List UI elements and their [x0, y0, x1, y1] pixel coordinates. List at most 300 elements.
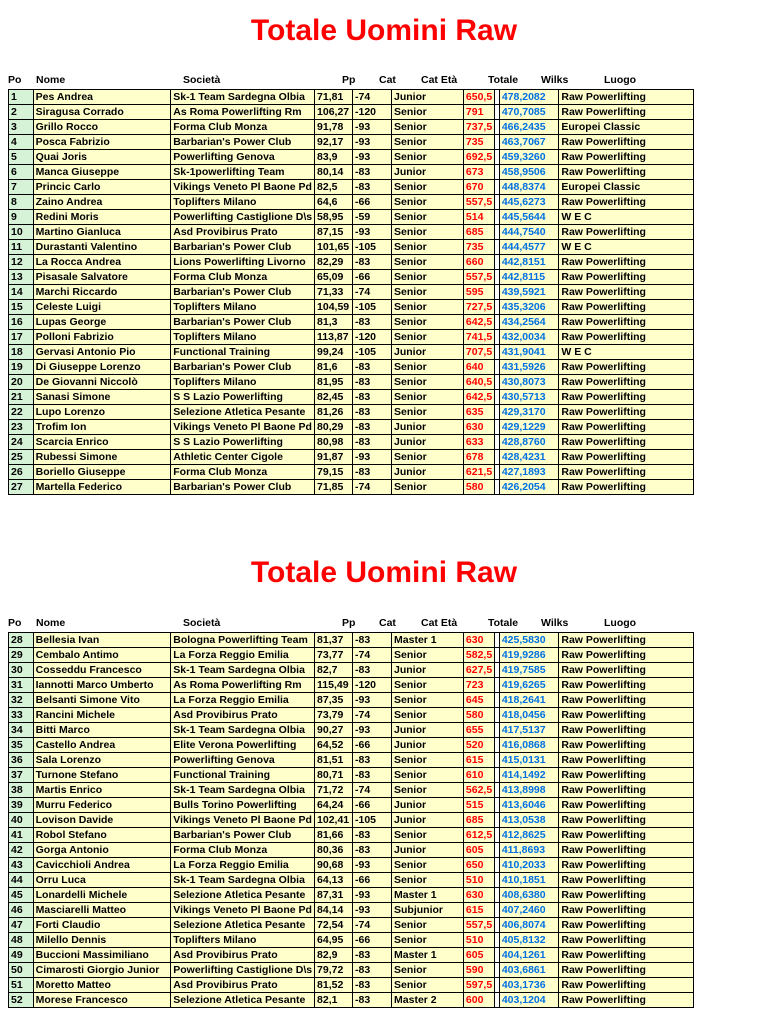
table-row — [9, 663, 694, 678]
cell-team: Bologna Powerlifting Team — [171, 633, 315, 648]
cell-wilks: 431,5926 — [499, 360, 559, 375]
cell-wilks: 459,3260 — [499, 150, 559, 165]
cell-competition: W E C — [559, 345, 694, 360]
table-row — [9, 210, 694, 225]
cell-competition: Raw Powerlifting — [559, 405, 694, 420]
cell-name: Murru Federico — [33, 798, 171, 813]
cell-age-class: Senior — [392, 315, 464, 330]
cell-bodyweight: 72,54 — [315, 918, 353, 933]
table-row — [9, 993, 694, 1008]
cell-competition: Raw Powerlifting — [559, 135, 694, 150]
cell-weight-class: -83 — [353, 948, 392, 963]
cell-name: Di Giuseppe Lorenzo — [33, 360, 171, 375]
cell-total: 605 — [463, 843, 494, 858]
cell-total: 595 — [463, 285, 494, 300]
cell-name: Manca Giuseppe — [33, 165, 171, 180]
cell-team: Vikings Veneto Pl Baone Pd — [171, 903, 315, 918]
cell-total: 670 — [463, 180, 494, 195]
cell-competition: Raw Powerlifting — [559, 450, 694, 465]
cell-position: 30 — [9, 663, 34, 678]
cell-age-class: Junior — [392, 843, 464, 858]
table-row — [9, 420, 694, 435]
cell-competition: Raw Powerlifting — [559, 390, 694, 405]
cell-total: 660 — [463, 255, 494, 270]
table-row — [9, 270, 694, 285]
cell-total: 582,5 — [463, 648, 494, 663]
cell-wilks: 445,5644 — [499, 210, 559, 225]
cell-weight-class: -66 — [353, 933, 392, 948]
cell-wilks: 425,5830 — [499, 633, 559, 648]
cell-age-class: Senior — [392, 783, 464, 798]
table-row — [9, 390, 694, 405]
cell-bodyweight: 64,24 — [315, 798, 353, 813]
cell-bodyweight: 106,27 — [315, 105, 353, 120]
cell-name: Siragusa Corrado — [33, 105, 171, 120]
table-row — [9, 150, 694, 165]
header-po: Po — [8, 74, 22, 86]
cell-age-class: Senior — [392, 933, 464, 948]
cell-age-class: Senior — [392, 255, 464, 270]
cell-age-class: Senior — [392, 963, 464, 978]
cell-team: Asd Provibirus Prato — [171, 708, 315, 723]
cell-bodyweight: 102,41 — [315, 813, 353, 828]
cell-position: 1 — [9, 90, 34, 105]
table-row — [9, 360, 694, 375]
cell-bodyweight: 64,13 — [315, 873, 353, 888]
cell-position: 13 — [9, 270, 34, 285]
cell-name: Grillo Rocco — [33, 120, 171, 135]
cell-competition: Raw Powerlifting — [559, 693, 694, 708]
cell-wilks: 419,7585 — [499, 663, 559, 678]
cell-team: S S Lazio Powerlifting — [171, 390, 315, 405]
cell-wilks: 442,8151 — [499, 255, 559, 270]
cell-age-class: Master 1 — [392, 888, 464, 903]
cell-position: 21 — [9, 390, 34, 405]
cell-competition: Raw Powerlifting — [559, 753, 694, 768]
cell-competition: W E C — [559, 240, 694, 255]
cell-age-class: Junior — [392, 738, 464, 753]
cell-weight-class: -74 — [353, 285, 392, 300]
cell-bodyweight: 82,9 — [315, 948, 353, 963]
cell-competition: Raw Powerlifting — [559, 798, 694, 813]
cell-name: Zaino Andrea — [33, 195, 171, 210]
cell-wilks: 404,1261 — [499, 948, 559, 963]
cell-wilks: 403,1204 — [499, 993, 559, 1008]
cell-position: 40 — [9, 813, 34, 828]
cell-name: Rancini Michele — [33, 708, 171, 723]
cell-total: 741,5 — [463, 330, 494, 345]
cell-name: Cosseddu Francesco — [33, 663, 171, 678]
cell-weight-class: -105 — [353, 345, 392, 360]
cell-name: La Rocca Andrea — [33, 255, 171, 270]
cell-position: 22 — [9, 405, 34, 420]
cell-competition: Raw Powerlifting — [559, 105, 694, 120]
cell-wilks: 410,2033 — [499, 858, 559, 873]
table-row — [9, 678, 694, 693]
cell-position: 16 — [9, 315, 34, 330]
table-row — [9, 330, 694, 345]
cell-name: Martis Enrico — [33, 783, 171, 798]
cell-name: Sala Lorenzo — [33, 753, 171, 768]
cell-bodyweight: 91,78 — [315, 120, 353, 135]
cell-competition: Raw Powerlifting — [559, 255, 694, 270]
cell-age-class: Senior — [392, 405, 464, 420]
cell-team: Asd Provibirus Prato — [171, 948, 315, 963]
cell-age-class: Junior — [392, 663, 464, 678]
cell-team: Forma Club Monza — [171, 843, 315, 858]
cell-weight-class: -83 — [353, 828, 392, 843]
cell-competition: Raw Powerlifting — [559, 828, 694, 843]
page-title: Totale Uomini Raw — [250, 14, 518, 47]
cell-wilks: 444,7540 — [499, 225, 559, 240]
cell-total: 630 — [463, 633, 494, 648]
cell-competition: Raw Powerlifting — [559, 903, 694, 918]
cell-name: Boriello Giuseppe — [33, 465, 171, 480]
table-row — [9, 480, 694, 495]
cell-total: 580 — [463, 480, 494, 495]
cell-age-class: Senior — [392, 285, 464, 300]
cell-competition: Raw Powerlifting — [559, 420, 694, 435]
cell-team: Selezione Atletica Pesante — [171, 918, 315, 933]
cell-wilks: 406,8074 — [499, 918, 559, 933]
table-row — [9, 300, 694, 315]
cell-total: 678 — [463, 450, 494, 465]
cell-weight-class: -105 — [353, 813, 392, 828]
cell-team: Powerlifting Castiglione D\s — [171, 210, 315, 225]
cell-position: 37 — [9, 768, 34, 783]
cell-age-class: Junior — [392, 345, 464, 360]
header-nome: Nome — [36, 617, 66, 629]
cell-weight-class: -93 — [353, 150, 392, 165]
cell-position: 48 — [9, 933, 34, 948]
cell-team: Sk-1 Team Sardegna Olbia — [171, 723, 315, 738]
cell-age-class: Senior — [392, 753, 464, 768]
cell-weight-class: -120 — [353, 105, 392, 120]
cell-competition: Raw Powerlifting — [559, 933, 694, 948]
cell-position: 50 — [9, 963, 34, 978]
cell-age-class: Junior — [392, 165, 464, 180]
cell-competition: Raw Powerlifting — [559, 195, 694, 210]
cell-bodyweight: 90,68 — [315, 858, 353, 873]
header-societa: Società — [183, 74, 221, 86]
cell-age-class: Master 2 — [392, 993, 464, 1008]
cell-competition: Raw Powerlifting — [559, 480, 694, 495]
cell-total: 615 — [463, 753, 494, 768]
cell-wilks: 428,8760 — [499, 435, 559, 450]
header-eta: Cat Età — [421, 617, 458, 629]
cell-bodyweight: 82,45 — [315, 390, 353, 405]
cell-bodyweight: 81,66 — [315, 828, 353, 843]
cell-wilks: 444,4577 — [499, 240, 559, 255]
cell-competition: Raw Powerlifting — [559, 633, 694, 648]
cell-wilks: 415,0131 — [499, 753, 559, 768]
cell-age-class: Junior — [392, 798, 464, 813]
cell-team: Sk-1 Team Sardegna Olbia — [171, 663, 315, 678]
cell-total: 642,5 — [463, 315, 494, 330]
cell-weight-class: -66 — [353, 873, 392, 888]
cell-weight-class: -83 — [353, 753, 392, 768]
cell-position: 11 — [9, 240, 34, 255]
cell-weight-class: -83 — [353, 255, 392, 270]
cell-bodyweight: 81,37 — [315, 633, 353, 648]
cell-position: 29 — [9, 648, 34, 663]
cell-age-class: Senior — [392, 678, 464, 693]
cell-team: Forma Club Monza — [171, 120, 315, 135]
cell-competition: Europei Classic — [559, 120, 694, 135]
table-row — [9, 693, 694, 708]
cell-weight-class: -74 — [353, 480, 392, 495]
cell-weight-class: -83 — [353, 633, 392, 648]
cell-wilks: 410,1851 — [499, 873, 559, 888]
cell-team: Vikings Veneto Pl Baone Pd — [171, 420, 315, 435]
cell-weight-class: -93 — [353, 135, 392, 150]
cell-age-class: Senior — [392, 978, 464, 993]
header-eta: Cat Età — [421, 74, 458, 86]
cell-competition: Europei Classic — [559, 180, 694, 195]
cell-team: Barbarian's Power Club — [171, 828, 315, 843]
cell-total: 515 — [463, 798, 494, 813]
cell-total: 707,5 — [463, 345, 494, 360]
cell-total: 557,5 — [463, 270, 494, 285]
cell-bodyweight: 71,81 — [315, 90, 353, 105]
cell-team: As Roma Powerlifting Rm — [171, 105, 315, 120]
cell-total: 580 — [463, 708, 494, 723]
cell-weight-class: -83 — [353, 180, 392, 195]
cell-bodyweight: 64,6 — [315, 195, 353, 210]
table-row — [9, 723, 694, 738]
cell-name: Martino Gianluca — [33, 225, 171, 240]
table-row — [9, 873, 694, 888]
cell-name: Bellesia Ivan — [33, 633, 171, 648]
cell-weight-class: -93 — [353, 888, 392, 903]
cell-age-class: Senior — [392, 270, 464, 285]
cell-name: Orru Luca — [33, 873, 171, 888]
header-nome: Nome — [36, 74, 66, 86]
cell-total: 630 — [463, 420, 494, 435]
cell-total: 642,5 — [463, 390, 494, 405]
cell-age-class: Junior — [392, 420, 464, 435]
cell-wilks: 413,8998 — [499, 783, 559, 798]
cell-wilks: 414,1492 — [499, 768, 559, 783]
cell-bodyweight: 90,27 — [315, 723, 353, 738]
cell-age-class: Subjunior — [392, 903, 464, 918]
cell-bodyweight: 65,09 — [315, 270, 353, 285]
cell-wilks: 418,0456 — [499, 708, 559, 723]
cell-bodyweight: 82,1 — [315, 993, 353, 1008]
cell-position: 25 — [9, 450, 34, 465]
cell-age-class: Senior — [392, 330, 464, 345]
table-row — [9, 633, 694, 648]
cell-position: 44 — [9, 873, 34, 888]
cell-position: 2 — [9, 105, 34, 120]
cell-weight-class: -83 — [353, 390, 392, 405]
cell-total: 791 — [463, 105, 494, 120]
header-wilks: Wilks — [541, 617, 569, 629]
cell-team: Toplifters Milano — [171, 933, 315, 948]
cell-name: De Giovanni Niccolò — [33, 375, 171, 390]
cell-wilks: 427,1893 — [499, 465, 559, 480]
cell-bodyweight: 91,87 — [315, 450, 353, 465]
cell-weight-class: -93 — [353, 120, 392, 135]
cell-competition: Raw Powerlifting — [559, 270, 694, 285]
cell-age-class: Junior — [392, 90, 464, 105]
cell-bodyweight: 99,24 — [315, 345, 353, 360]
cell-competition: Raw Powerlifting — [559, 360, 694, 375]
cell-name: Iannotti Marco Umberto — [33, 678, 171, 693]
table-row — [9, 105, 694, 120]
cell-position: 46 — [9, 903, 34, 918]
cell-wilks: 418,2641 — [499, 693, 559, 708]
cell-name: Turnone Stefano — [33, 768, 171, 783]
cell-position: 27 — [9, 480, 34, 495]
cell-total: 692,5 — [463, 150, 494, 165]
cell-team: Barbarian's Power Club — [171, 240, 315, 255]
cell-weight-class: -93 — [353, 858, 392, 873]
cell-position: 20 — [9, 375, 34, 390]
page-title-2: Totale Uomini Raw — [250, 556, 518, 589]
cell-bodyweight: 87,35 — [315, 693, 353, 708]
cell-wilks: 470,7085 — [499, 105, 559, 120]
table-row — [9, 753, 694, 768]
cell-bodyweight: 81,95 — [315, 375, 353, 390]
cell-name: Celeste Luigi — [33, 300, 171, 315]
cell-wilks: 445,6273 — [499, 195, 559, 210]
cell-wilks: 411,8693 — [499, 843, 559, 858]
cell-position: 38 — [9, 783, 34, 798]
cell-name: Rubessi Simone — [33, 450, 171, 465]
cell-team: Elite Verona Powerlifting — [171, 738, 315, 753]
cell-total: 685 — [463, 225, 494, 240]
cell-wilks: 412,8625 — [499, 828, 559, 843]
table-row — [9, 828, 694, 843]
cell-weight-class: -93 — [353, 903, 392, 918]
cell-competition: Raw Powerlifting — [559, 843, 694, 858]
cell-team: Barbarian's Power Club — [171, 360, 315, 375]
cell-position: 31 — [9, 678, 34, 693]
cell-total: 735 — [463, 135, 494, 150]
cell-weight-class: -83 — [353, 768, 392, 783]
cell-weight-class: -83 — [353, 663, 392, 678]
cell-weight-class: -105 — [353, 240, 392, 255]
cell-wilks: 413,6046 — [499, 798, 559, 813]
cell-age-class: Senior — [392, 360, 464, 375]
cell-position: 35 — [9, 738, 34, 753]
cell-name: Gervasi Antonio Pio — [33, 345, 171, 360]
table-row — [9, 465, 694, 480]
cell-bodyweight: 82,29 — [315, 255, 353, 270]
cell-wilks: 416,0868 — [499, 738, 559, 753]
header-totale: Totale — [488, 74, 519, 86]
cell-wilks: 430,5713 — [499, 390, 559, 405]
cell-bodyweight: 115,49 — [315, 678, 353, 693]
header-pp: Pp — [342, 74, 356, 86]
cell-position: 51 — [9, 978, 34, 993]
cell-competition: Raw Powerlifting — [559, 300, 694, 315]
cell-team: S S Lazio Powerlifting — [171, 435, 315, 450]
cell-name: Lupas George — [33, 315, 171, 330]
cell-weight-class: -83 — [353, 315, 392, 330]
cell-competition: Raw Powerlifting — [559, 315, 694, 330]
cell-age-class: Junior — [392, 813, 464, 828]
cell-age-class: Senior — [392, 120, 464, 135]
cell-bodyweight: 73,77 — [315, 648, 353, 663]
header-wilks: Wilks — [541, 74, 569, 86]
cell-wilks: 432,0034 — [499, 330, 559, 345]
cell-age-class: Senior — [392, 150, 464, 165]
cell-team: Vikings Veneto Pl Baone Pd — [171, 813, 315, 828]
cell-total: 590 — [463, 963, 494, 978]
cell-bodyweight: 81,26 — [315, 405, 353, 420]
cell-age-class: Senior — [392, 693, 464, 708]
cell-position: 18 — [9, 345, 34, 360]
cell-name: Redini Moris — [33, 210, 171, 225]
cell-name: Gorga Antonio — [33, 843, 171, 858]
cell-weight-class: -83 — [353, 375, 392, 390]
cell-bodyweight: 80,36 — [315, 843, 353, 858]
cell-bodyweight: 80,98 — [315, 435, 353, 450]
cell-bodyweight: 113,87 — [315, 330, 353, 345]
cell-team: Selezione Atletica Pesante — [171, 888, 315, 903]
table-row — [9, 798, 694, 813]
cell-total: 655 — [463, 723, 494, 738]
cell-team: Sk-1 Team Sardegna Olbia — [171, 783, 315, 798]
table-row — [9, 843, 694, 858]
cell-name: Cavicchioli Andrea — [33, 858, 171, 873]
cell-age-class: Senior — [392, 873, 464, 888]
cell-age-class: Master 1 — [392, 633, 464, 648]
cell-position: 5 — [9, 150, 34, 165]
cell-competition: Raw Powerlifting — [559, 648, 694, 663]
cell-wilks: 407,2460 — [499, 903, 559, 918]
cell-wilks: 405,8132 — [499, 933, 559, 948]
cell-name: Marchi Riccardo — [33, 285, 171, 300]
cell-team: Asd Provibirus Prato — [171, 978, 315, 993]
cell-position: 4 — [9, 135, 34, 150]
cell-age-class: Senior — [392, 375, 464, 390]
cell-total: 737,5 — [463, 120, 494, 135]
cell-name: Belsanti Simone Vito — [33, 693, 171, 708]
cell-total: 520 — [463, 738, 494, 753]
cell-position: 24 — [9, 435, 34, 450]
cell-position: 10 — [9, 225, 34, 240]
cell-weight-class: -66 — [353, 798, 392, 813]
cell-wilks: 478,2082 — [499, 90, 559, 105]
cell-name: Princic Carlo — [33, 180, 171, 195]
cell-weight-class: -74 — [353, 783, 392, 798]
cell-bodyweight: 71,72 — [315, 783, 353, 798]
results-table-2 — [8, 632, 694, 1008]
cell-competition: Raw Powerlifting — [559, 768, 694, 783]
cell-total: 514 — [463, 210, 494, 225]
header-societa: Società — [183, 617, 221, 629]
cell-weight-class: -83 — [353, 843, 392, 858]
cell-weight-class: -120 — [353, 678, 392, 693]
cell-competition: Raw Powerlifting — [559, 465, 694, 480]
cell-age-class: Senior — [392, 105, 464, 120]
cell-team: Asd Provibirus Prato — [171, 225, 315, 240]
cell-weight-class: -83 — [353, 420, 392, 435]
header-cat: Cat — [379, 74, 396, 86]
cell-total: 650,5 — [463, 90, 494, 105]
cell-weight-class: -66 — [353, 738, 392, 753]
table-row — [9, 963, 694, 978]
header-luogo: Luogo — [604, 617, 637, 629]
cell-total: 630 — [463, 888, 494, 903]
cell-wilks: 431,9041 — [499, 345, 559, 360]
cell-competition: Raw Powerlifting — [559, 663, 694, 678]
header-pp: Pp — [342, 617, 356, 629]
table-row — [9, 903, 694, 918]
